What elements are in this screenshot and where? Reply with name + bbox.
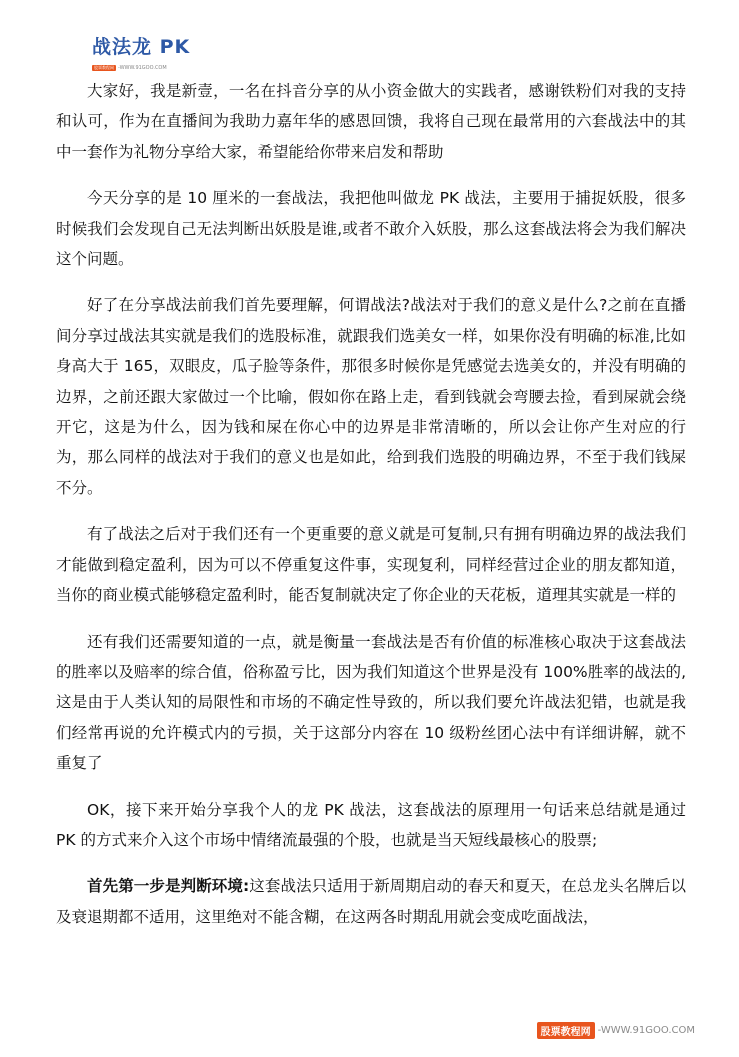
paragraph-strategy-overview: 今天分享的是 10 厘米的一套战法，我把他叫做龙 PK 战法，主要用于捕捉妖股，很多时候我们会发现自己无法判断出妖股是谁,或者不敢介入妖股，那么这套战法将会为我们解决这个问题。 <box>56 189 686 269</box>
header-watermark-badge: 股票教程网 <box>94 65 114 70</box>
paragraph-win-rate: 还有我们还需要知道的一点，就是衡量一套战法是否有价值的标准核心取决于这套战法的胜率以及赔率的综合值，俗称盈亏比，因为我们知道这个世界是没有 100%胜率的战法的,这是由于人类认知的局限性和市场的不确定性导致的，所以我们要允许战法犯错，也就是我们经常再说的允许模式内的亏损，关于这部分内容在 10 级粉丝团心法中有详细讲解，就不重复了 <box>56 632 686 773</box>
step-one-heading: 首先第一步是判断环境: <box>87 877 250 896</box>
document-title: 战法龙 PK <box>92 36 191 58</box>
header-watermark <box>92 64 190 72</box>
paragraph-what-is-strategy: 好了在分享战法前我们首先要理解，何谓战法?战法对于我们的意义是什么?之前在直播间分享过战法其实就是我们的选股标准，就跟我们选美女一样，如果你没有明确的标准,比如身高大于 165，双眼皮，瓜子脸等条件，那很多时候你是凭感觉去选美女的，并没有明确的边界，之前还跟大家做过一个比喻，假如你在路上走，看到钱就会弯腰去捡，看到屎就会绕开它，这是为什么，因为钱和屎在你心中的边界是非常清晰的，所以会让你产生对应的行为，那么同样的战法对于我们的意义也是如此，给到我们选股的明确边界，不至于我们钱屎不分。 <box>56 296 686 497</box>
document-body <box>56 76 686 948</box>
paragraph-step-one: 首先第一步是判断环境:这套战法只适用于新周期启动的春天和夏天，在总龙头名牌后以及衰退期都不适用，这里绝对不能含糊，在这两各时期乱用就会变成吃面战法， <box>56 877 686 926</box>
paragraph-intro: 大家好，我是新壹，一名在抖音分享的从小资金做大的实践者，感谢铁粉们对我的支持和认可，作为在直播间为我助力嘉年华的感恩回馈，我将自己现在最常用的六套战法中的其中一套作为礼物分享给大家，希望能给你带来启发和帮助 <box>56 82 686 161</box>
document-header <box>92 32 190 72</box>
paragraph-dragon-pk-principle: OK，接下来开始分享我个人的龙 PK 战法，这套战法的原理用一句话来总结就是通过 PK 的方式来介入这个市场中情绪流最强的个股，也就是当天短线最核心的股票; <box>56 800 686 849</box>
header-watermark-url: -WWW.91GOO.COM <box>118 65 167 71</box>
footer-watermark <box>537 1022 695 1039</box>
footer-watermark-badge: 股票教程网 <box>537 1022 595 1039</box>
footer-watermark-url: -WWW.91GOO.COM <box>597 1025 695 1036</box>
paragraph-replicability: 有了战法之后对于我们还有一个更重要的意义就是可复制,只有拥有明确边界的战法我们才能做到稳定盈利，因为可以不停重复这件事，实现复利，同样经营过企业的朋友都知道，当你的商业模式能够稳定盈利时，能否复制就决定了你企业的天花板，道理其实就是一样的 <box>56 525 686 605</box>
